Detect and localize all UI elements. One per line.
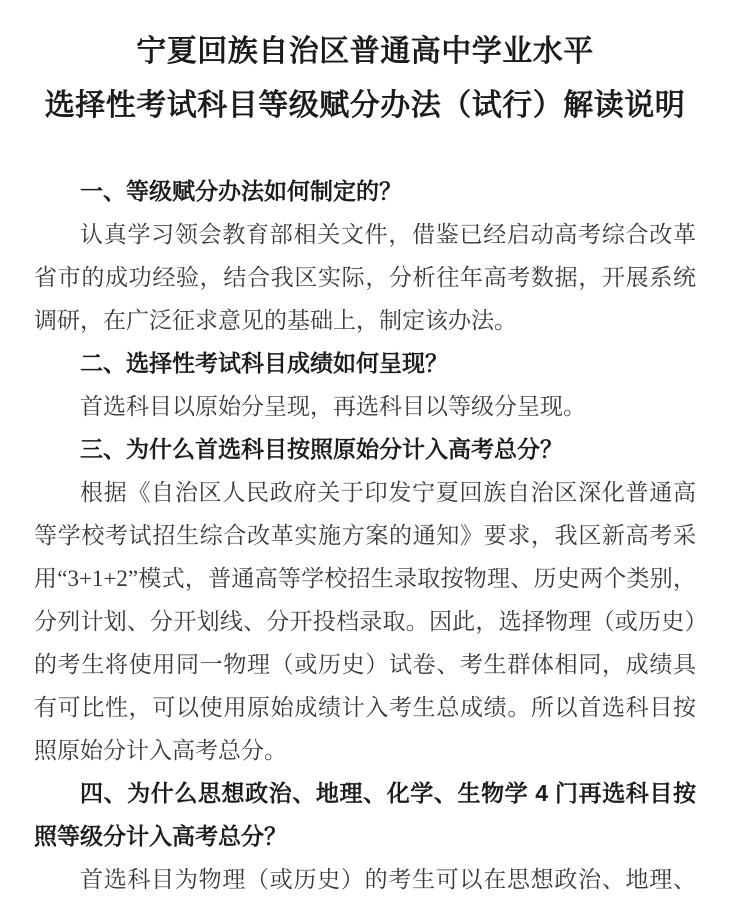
section-2-heading: 二、选择性考试科目成绩如何呈现？: [80, 350, 448, 376]
section-1-heading: 一、等级赋分办法如何制定的？: [80, 178, 402, 204]
document-title-line2: 选择性考试科目等级赋分办法（试行）解读说明: [44, 89, 686, 122]
document-body: [34, 170, 696, 901]
document-title: [34, 25, 696, 133]
section-3-heading: 三、为什么首选科目按照原始分计入高考总分？: [80, 436, 563, 462]
section-4-paragraph-1: 首选科目为物理（或历史）的考生可以在思想政治、地理、: [80, 867, 696, 892]
section-1-paragraph-1: 认真学习领会教育部相关文件，借鉴已经启动高考综合改革省市的成功经验，结合我区实际，分析往年高考数据，开展系统调研，在广泛征求意见的基础上，制定该办法。: [34, 222, 696, 333]
section-4-heading: 四、为什么思想政治、地理、化学、生物学 4 门再选科目按照等级分计入高考总分？: [34, 780, 696, 849]
document-title-line1: 宁夏回族自治区普通高中学业水平: [136, 35, 594, 68]
section-3-paragraph-1: 根据《自治区人民政府关于印发宁夏回族自治区深化普通高等学校考试招生综合改革实施方案的通知》要求，我区新高考采用“3+1+2”模式，普通高等学校招生录取按物理、历史两个类别，分列计划、分开划线、分开投档录取。因此，选择物理（或历史）的考生将使用同一物理（或历史）试卷、考生群体相同，成绩具有可比性，可以使用原始成绩计入考生总成绩。所以首选科目按照原始分计入高考总分。: [34, 480, 696, 763]
section-2-paragraph-1: 首选科目以原始分呈现，再选科目以等级分呈现。: [80, 394, 586, 419]
